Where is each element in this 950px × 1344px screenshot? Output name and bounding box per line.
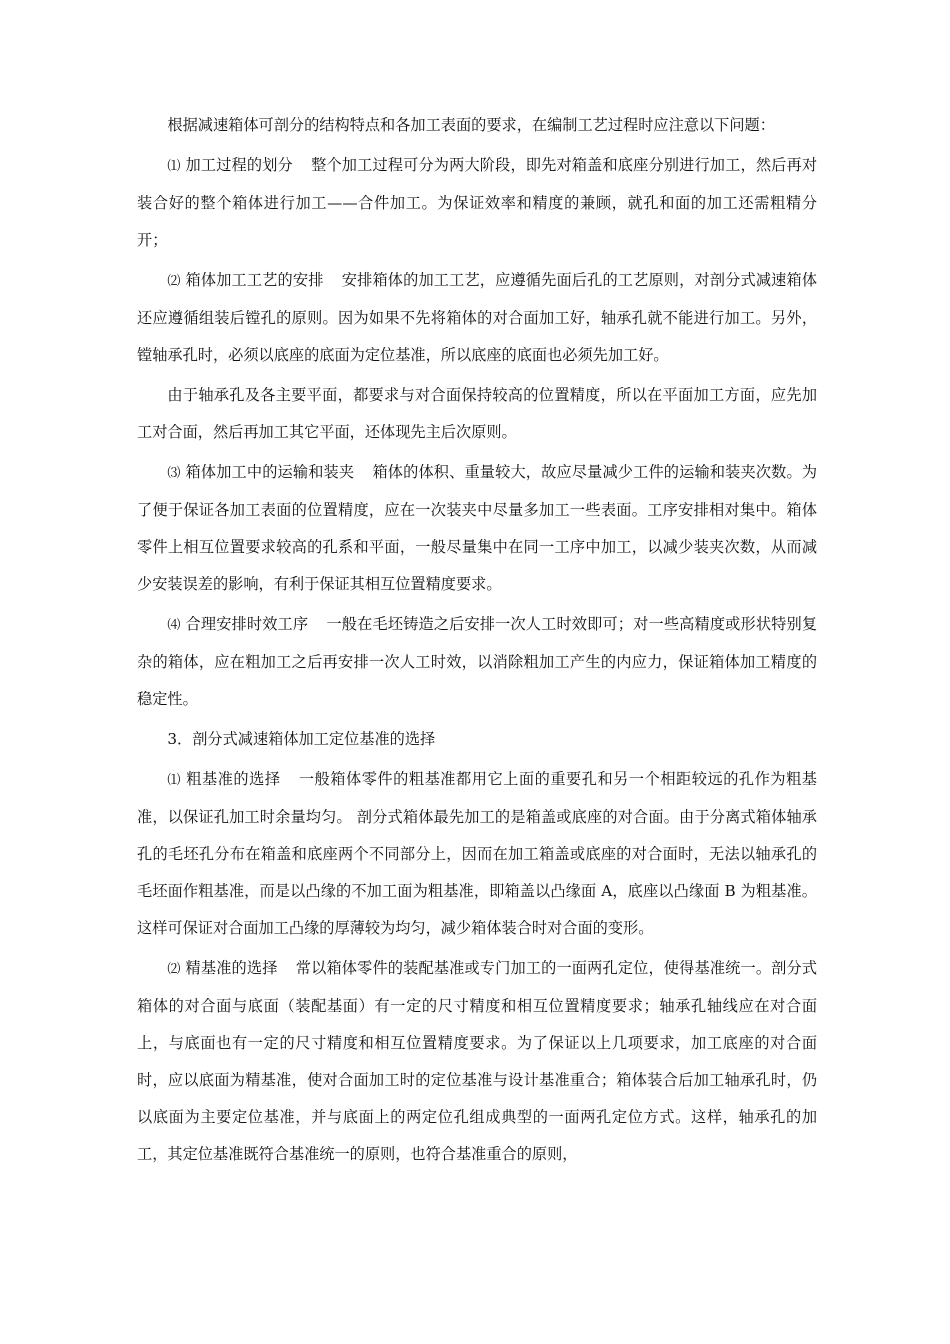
paragraph-text: 常以箱体零件的装配基准或专门加工的一面两孔定位，使得基准统一。剖分式箱体的对合面与底面（装配基面）有一定的尺寸精度和相互位置精度要求；轴承孔轴线应在对合面上，与底面也有一定的尺寸精度和相互位置精度要求。为了保证以上几项要求，加工底座的对合面时，应以底面为精基准，使对合面加工时的定位基准与设计基准重合；箱体装合后加工轴承孔时，仍以底面为主要定位基准，并与底面上的两定位孔组成典型的一面两孔定位方式。这样，轴承孔的加工，其定位基准既符合基准统一的原则，也符合基准重合的原则，	[137, 959, 818, 1163]
item-heading: 粗基准的选择	[186, 770, 281, 788]
intro-paragraph	[137, 107, 817, 144]
item-heading: 加工过程的划分	[185, 156, 293, 174]
item-number: ⑷	[167, 618, 181, 633]
section-heading	[137, 721, 817, 758]
item-number: ⑵	[167, 274, 181, 289]
document-body	[137, 107, 817, 1173]
item-heading: 箱体加工工艺的安排	[185, 271, 324, 289]
item-number: ⑴	[167, 159, 181, 174]
item-heading: 合理安排时效工序	[185, 615, 309, 633]
paragraph-text: 整个加工过程可分为两大阶段，即先对箱盖和底座分别进行加工，然后再对装合好的整个箱体进行加工——合件加工。为保证效率和精度的兼顾，就孔和面的加工还需粗精分开；	[137, 156, 818, 249]
list-item-process-arrangement	[137, 262, 817, 374]
paragraph-text: 根据减速箱体可剖分的结构特点和各加工表面的要求，在编制工艺过程时应注意以下问题：	[167, 116, 775, 134]
list-item-process-division	[137, 147, 817, 259]
item-heading: 精基准的选择	[185, 959, 278, 977]
paragraph-text: 一般在毛坯铸造之后安排一次人工时效即可；对一些高精度或形状特别复杂的箱体，应在粗加工之后再安排一次人工时效，以消除粗加工产生的内应力，保证箱体加工精度的稳定性。	[137, 615, 818, 708]
list-item-transport-clamping	[137, 454, 817, 603]
paragraph-text: 箱体的体积、重量较大，故应尽量减少工件的运输和装夹次数。为了便于保证各加工表面的位置精度，应在一次装夹中尽量多加工一些表面。工序安排相对集中。箱体零件上相互位置要求较高的孔系和平面，一般尽量集中在同一工序中加工，以减少装夹次数，从而减少安装误差的影响，有利于保证其相互位置精度要求。	[137, 463, 818, 593]
paragraph-text: 一般箱体零件的粗基准都用它上面的重要孔和另一个相距较远的孔作为粗基准，以保证孔加工时余量均匀。 剖分式箱体最先加工的是箱盖或底座的对合面。由于分离式箱体轴承孔的毛坯孔分布在箱盖和底座两个不同部分上，因而在加工箱盖或底座的对合面时，无法以轴承孔的毛坯面作粗基准，而是以凸缘的不加工面为粗基准，即箱盖以凸缘面 A，底座以凸缘面 B 为粗基准。这样可保证对合面加工凸缘的厚薄较为均匀，减少箱体装合时对合面的变形。	[137, 770, 817, 937]
item-number: ⑶	[167, 466, 181, 481]
section-title: 3．剖分式减速箱体加工定位基准的选择	[167, 730, 436, 748]
list-item-aging-process	[137, 606, 817, 718]
item-number: ⑵	[167, 962, 181, 977]
item-number: ⑴	[167, 773, 181, 788]
paragraph-text: 由于轴承孔及各主要平面，都要求与对合面保持较高的位置精度，所以在平面加工方面，应先加工对合面，然后再加工其它平面，还体现先主后次原则。	[137, 386, 817, 441]
list-item-rough-datum	[137, 761, 817, 947]
list-item-fine-datum	[137, 950, 817, 1173]
paragraph-text: 安排箱体的加工工艺，应遵循先面后孔的工艺原则，对剖分式减速箱体还应遵循组装后镗孔的原则。因为如果不先将箱体的对合面加工好，轴承孔就不能进行加工。另外，镗轴承孔时，必须以底座的底面为定位基准，所以底座的底面也必须先加工好。	[137, 271, 818, 364]
item-heading: 箱体加工中的运输和装夹	[185, 463, 355, 481]
continuation-paragraph	[137, 377, 817, 451]
